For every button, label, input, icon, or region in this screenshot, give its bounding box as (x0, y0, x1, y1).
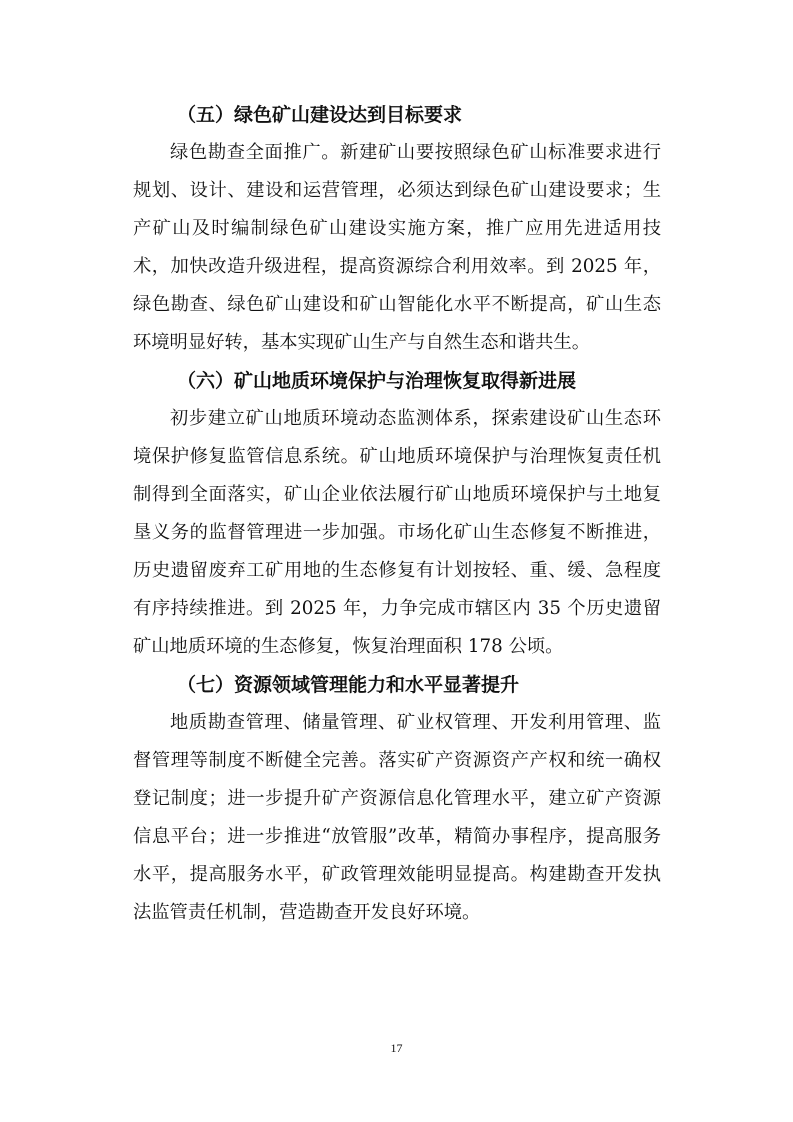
section-heading-6: （六）矿山地质环境保护与治理恢复取得新进展 (177, 370, 577, 392)
section-heading-7: （七）资源领域管理能力和水平显著提升 (177, 674, 520, 696)
section-paragraph-6: 初步建立矿山地质环境动态监测体系，探索建设矿山生态环境保护修复监管信息系统。矿山地质环境保护与治理恢复责任机制得到全面落实，矿山企业依法履行矿山地质环境保护与土地复垦义务的监督管理进一步加强。市场化矿山生态修复不断推进，历史遗留废弃工矿用地的生态修复有计划按轻、重、缓、急程度有序持续推进。到 2025 年，力争完成市辖区内 35 个历史遗留矿山地质环境的生态修复，恢复治理面积 178 公顷。 (133, 408, 661, 657)
section-paragraph-5: 绿色勘查全面推广。新建矿山要按照绿色矿山标准要求进行规划、设计、建设和运营管理，必须达到绿色矿山建设要求；生产矿山及时编制绿色矿山建设实施方案，推广应用先进适用技术，加快改造升级进程，提高资源综合利用效率。到 2025 年，绿色勘查、绿色矿山建设和矿山智能化水平不断提高，矿山生态环境明显好转，基本实现矿山生产与自然生态和谐共生。 (133, 142, 661, 353)
document-body (133, 96, 661, 932)
section-heading-5: （五）绿色矿山建设达到目标要求 (177, 104, 463, 126)
section-paragraph-7: 地质勘查管理、储量管理、矿业权管理、开发利用管理、监督管理等制度不断健全完善。落实矿产资源资产产权和统一确权登记制度；进一步提升矿产资源信息化管理水平，建立矿产资源信息平台；进一步推进“放管服”改革，精简办事程序，提高服务水平，提高服务水平，矿政管理效能明显提高。构建勘查开发执法监管责任机制，营造勘查开发良好环境。 (133, 712, 661, 923)
page-number: 17 (390, 1041, 403, 1055)
